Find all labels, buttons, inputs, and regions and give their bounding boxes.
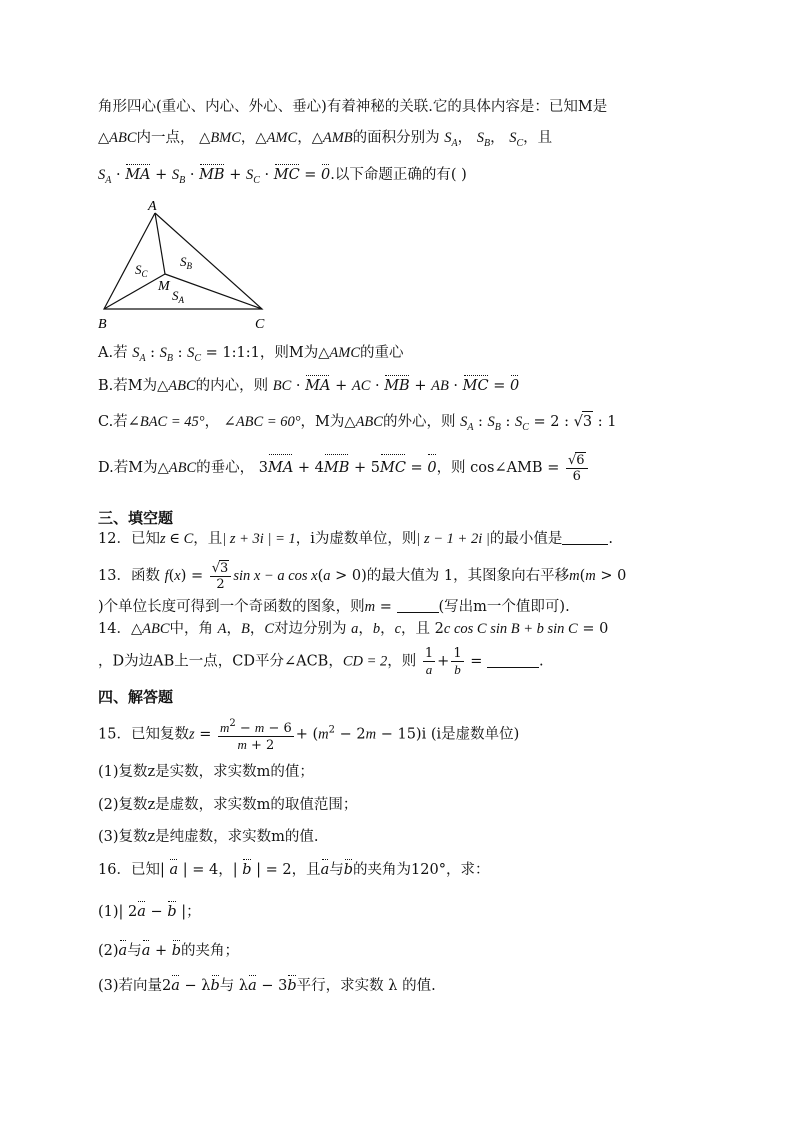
vertex-a-label: A [148, 199, 157, 214]
question-14-line-2: ，D为边AB上一点，CD平分∠ACB，CD = 2，则 $\frac{1}{a}$ + $\frac{1}{b}$ = . [98, 646, 544, 677]
question-12: 12．已知z ∈ C，且| z + 3i | = 1，i为虚数单位，则| z − 1 + 2i |的最小值是 . [98, 531, 613, 547]
q12-answer-blank[interactable] [562, 530, 608, 545]
intro-line2-text: 内一点， [136, 130, 195, 146]
option-b-mid: 的内心，则 [195, 378, 269, 394]
intro-line-1: 角形四心(重心、内心、外心、垂心)有着神秘的关联.它的具体内容是：已知M是 [98, 99, 608, 115]
option-a-ratio: = 1:1:1 [205, 345, 260, 361]
area-sc-label: $S_C$ [135, 262, 148, 279]
intro-line2-tail: 的面积分别为 [352, 130, 440, 146]
section-3-title: 三、填空题 [98, 509, 174, 527]
q14-line2a: ，D为边AB上一点，CD平分∠ACB， [98, 653, 343, 670]
q14-line2c: ，则 [387, 653, 417, 670]
q12-text3: ，i为虚数单位，则 [295, 531, 417, 547]
q16-line1a: 16．已知 [98, 862, 160, 878]
q14-line1c: 对边分别为 [274, 621, 347, 637]
intro-line-2: △ABC内一点， △BMC，△AMC，△AMB的面积分别为 $S_A$， $S_B$， $S_C$，且 [98, 130, 553, 149]
q13-line1b: 的最大值为 1，其图象向右平移 [366, 568, 570, 584]
question-16-part-2: (2)a与a + b的夹角； [98, 943, 240, 959]
option-c-end: : 1 [597, 414, 617, 430]
q15-line1a: 15．已知复数 [98, 726, 189, 743]
option-a-tail: 的重心 [360, 345, 404, 361]
area-sb-label: $S_B$ [180, 254, 192, 271]
question-16-part-1: (1)| 2a − b |； [98, 904, 201, 920]
question-15-line-1: 15．已知复数z = $\frac{m^2 - m - 6}{m + 2}$ + $(m^2 - 2m - 15)i$ (i是虚数单位) [98, 718, 520, 753]
option-c-mid: ，M为 [300, 414, 345, 430]
question-15-part-1: (1)复数z是实数，求实数m的值； [98, 764, 314, 780]
triangle-figure [94, 196, 280, 334]
option-d-tail: ，则 cos∠AMB = [436, 460, 560, 476]
q13-line2b: (写出m一个值即可). [438, 599, 570, 615]
q16-p3-label: (3)若向量 [98, 978, 163, 994]
option-d: D.若M为△ABC的垂心， 3MA + 4MB + 5MC = 0，则 cos∠AMB = $\frac{√6}{6}$ [98, 452, 590, 484]
option-c: C.若∠BAC = 45°， ∠ABC = 60°，M为△ABC的外心，则 $S_A$ : $S_B$ : $S_C = 2$ : √3 : 1 [98, 411, 616, 438]
vertex-c-label: C [255, 317, 265, 332]
question-15-part-2: (2)复数z是虚数，求实数m的取值范围； [98, 797, 358, 813]
intro-line3-tail: .以下命题正确的有( ) [330, 167, 467, 183]
question-16-line-1: 16．已知| a | = 4，| b | = 2，且a与b的夹角为120°，求： [98, 862, 490, 878]
q16-line1c: 的夹角为120°，求： [353, 862, 490, 878]
vertex-b-label: B [98, 317, 107, 332]
q12-text1: 12．已知 [98, 531, 160, 547]
q16-p3-mid: 平行，求实数 λ 的值. [296, 978, 436, 994]
q13-answer-blank[interactable] [397, 598, 439, 613]
q14-line2b: CD = 2 [342, 653, 388, 670]
q16-line1b: ，且 [291, 862, 321, 878]
option-a-mid: ，则M为 [259, 345, 319, 361]
q12-text2: ，且 [193, 531, 223, 547]
option-d-mid: 的垂心， [196, 460, 255, 476]
option-c-angle2: ∠ABC = 60° [223, 414, 301, 430]
q14-line1b: 中，角 [169, 621, 213, 637]
question-15-part-3: (3)复数z是纯虚数，求实数m的值. [98, 829, 319, 845]
option-d-prefix: D.若M为 [98, 460, 158, 476]
option-b-prefix: B.若M为 [98, 378, 158, 394]
q12-text4: 的最小值是 [489, 531, 563, 547]
q14-answer-blank[interactable] [487, 653, 539, 668]
q14-end: . [538, 653, 544, 670]
question-14-line-1: 14．△ABC中，角 A，B，C对边分别为 a，b，c，且 2c cos C sin B + b sin C = 0 [98, 621, 609, 637]
q14-line1a: 14． [98, 621, 131, 637]
section-4-title: 四、解答题 [98, 688, 174, 706]
q13-line2a: )个单位长度可得到一个奇函数的图象，则 [98, 599, 365, 615]
question-13-line-1: 13．函数 f(x) = $\frac{√3}{2}$ sin x − a cos x(a > 0)的最大值为 1，其图象向右平移m(m > 0 [98, 561, 627, 592]
option-a: A.若 $S_A$ : $S_B$ : $S_C$ = 1:1:1，则M为△AMC的重心 [98, 345, 404, 364]
q15-line1b: (i是虚数单位) [430, 726, 520, 743]
q13-line1a: 13．函数 [98, 568, 160, 584]
intro-line2-and: ，且 [523, 130, 553, 146]
intro-line-3: $S_A$ · MA + $S_B$ · MB + $S_C$ · MC = 0.以下命题正确的有( ) [98, 167, 467, 186]
q14-line1d: ，且 [401, 621, 431, 637]
point-m-label: M [158, 279, 170, 294]
option-a-prefix: A.若 [98, 345, 128, 361]
q12-end: . [608, 531, 613, 547]
area-sa-label: $S_A$ [172, 288, 184, 305]
option-c-angle1: ∠BAC = 45° [127, 414, 205, 430]
option-b: B.若M为△ABC的内心，则 BC · MA + AC · MB + AB · MC = 0 [98, 378, 520, 394]
q16-p2-label: (2) [98, 943, 119, 959]
option-c-tail: 的外心，则 [382, 414, 456, 430]
question-13-line-2: )个单位长度可得到一个奇函数的图象，则m = (写出m一个值即可). [98, 599, 570, 615]
option-c-ratio: = 2 : [533, 414, 570, 430]
q16-p1-label: (1) [98, 904, 119, 920]
q16-p2-tail: 的夹角； [181, 943, 240, 959]
segment-am [155, 213, 165, 274]
question-16-part-3: (3)若向量2a − λb与 λa − 3b平行，求实数 λ 的值. [98, 978, 436, 994]
option-c-prefix: C.若 [98, 414, 128, 430]
